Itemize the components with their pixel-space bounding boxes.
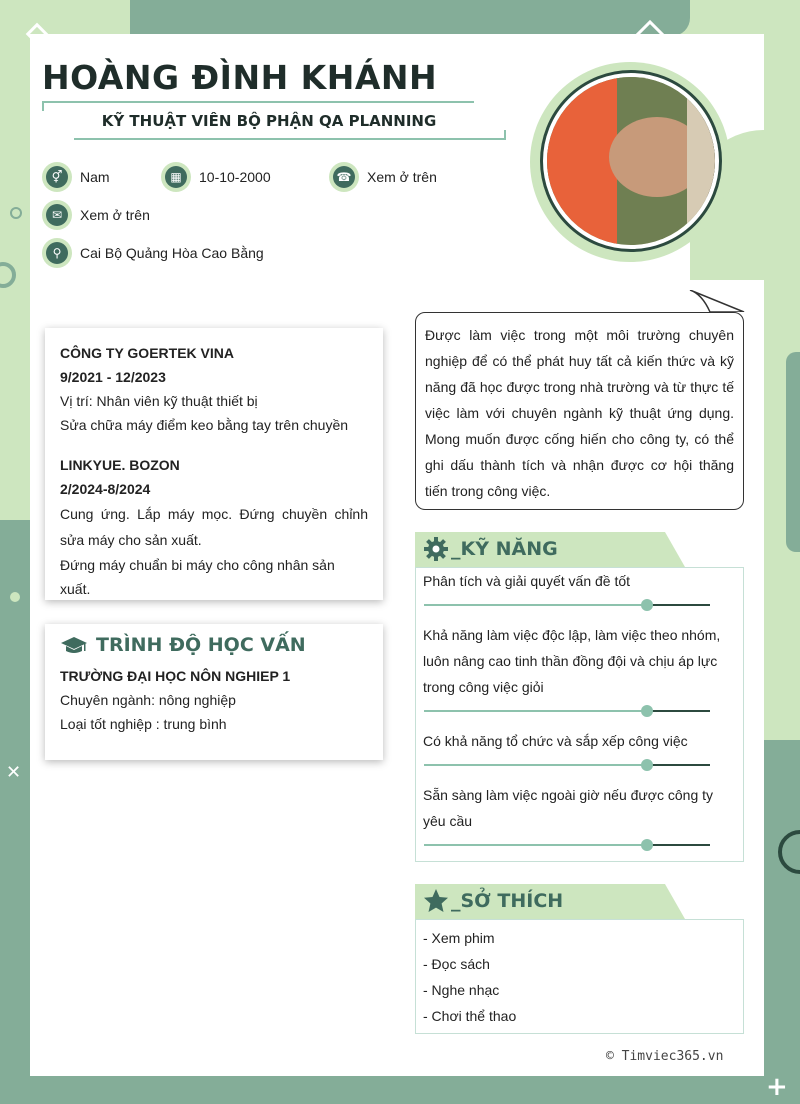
phone-value[interactable]: Xem ở trên — [367, 169, 437, 185]
hobby-item: - Đọc sách — [423, 956, 490, 972]
skill-text: Phân tích và giải quyết vấn đề tốt — [423, 573, 631, 589]
gender-icon: ⚥ — [42, 162, 72, 192]
work-detail: Vị trí: Nhân viên kỹ thuật thiết bị — [60, 393, 258, 409]
avatar — [547, 77, 715, 245]
email-icon: ✉ — [42, 200, 72, 230]
skill-text: Khả năng làm việc độc lập, làm việc theo nhóm, luôn nâng cao tinh thần đồng đội và chịu áp lực trong công việc giỏi — [423, 627, 721, 695]
company-name: LINKYUE. BOZON — [60, 457, 180, 473]
skill-bar — [424, 604, 710, 606]
divider — [504, 130, 506, 140]
info-birthday — [161, 162, 271, 192]
avatar-photo — [547, 77, 715, 245]
email-value[interactable]: Xem ở trên — [80, 207, 150, 223]
skill-bar-fill — [424, 710, 647, 712]
star-icon — [423, 888, 449, 914]
experience-card — [45, 328, 383, 600]
job-position: KỸ THUẬT VIÊN BỘ PHẬN QA PLANNING — [101, 112, 437, 130]
skill-bar-knob — [641, 705, 653, 717]
divider — [74, 138, 506, 140]
work-detail: Cung ứng. Lắp máy mọc. Đứng chuyền chỉnh sửa máy cho sản xuất. — [60, 506, 368, 548]
objective-text: Được làm việc trong một môi trường chuyên nghiệp để có thể phát huy tất cả kiến thức và kỹ năng đã học được trong nhà trường và từ thực tế việc làm với chuyên ngành kỹ thuật ứng dụng. Mong muốn được cống hiến cho công ty, có thể ghi dấu thành tích và nhận được cơ hội thăng tiến trong công việc. — [425, 327, 734, 499]
phone-icon: ☎ — [329, 162, 359, 192]
school-name: TRƯỜNG ĐẠI HỌC NÔN NGHIEP 1 — [60, 668, 291, 684]
info-email — [42, 200, 150, 230]
skill-bar-knob — [641, 759, 653, 771]
work-period: 2/2024-8/2024 — [60, 481, 151, 497]
skill-bar — [424, 764, 710, 766]
skill-bar-fill — [424, 604, 647, 606]
decor-top-band — [130, 0, 690, 36]
hobby-item: - Nghe nhạc — [423, 982, 500, 998]
work-detail: Sửa chữa máy điểm keo bằng tay trên chuyền — [60, 417, 349, 433]
footer-credit[interactable]: © Timviec365.vn — [606, 1049, 724, 1064]
work-period: 9/2021 - 12/2023 — [60, 369, 166, 385]
address-value: Cai Bộ Quảng Hòa Cao Bằng — [80, 245, 264, 261]
divider — [42, 101, 474, 103]
gear-icon — [423, 536, 449, 562]
education-heading — [60, 634, 368, 656]
info-phone — [329, 162, 437, 192]
candidate-name: HOÀNG ĐÌNH KHÁNH — [42, 58, 438, 97]
major: Chuyên ngành: nông nghiệp — [60, 692, 236, 708]
skill-bar — [424, 710, 710, 712]
info-address — [42, 238, 264, 268]
decor-bottom-band — [0, 1074, 800, 1104]
gender-value: Nam — [80, 169, 110, 185]
birthday-value: 10-10-2000 — [199, 169, 271, 185]
skill-bar-knob — [641, 839, 653, 851]
decor-cross-icon: ✕ — [6, 762, 22, 783]
decor-dot-icon — [10, 592, 20, 602]
skill-text: Có khả năng tổ chức và sắp xếp công việc — [423, 733, 688, 749]
skill-bar-fill — [424, 764, 647, 766]
skill-bar — [424, 844, 710, 846]
hobby-item: - Chơi thể thao — [423, 1008, 517, 1024]
decor-plus-icon: + — [766, 1072, 788, 1102]
graduation-cap-icon — [60, 634, 88, 656]
info-gender — [42, 162, 110, 192]
company-name: CÔNG TY GOERTEK VINA — [60, 345, 234, 361]
graduation-grade: Loại tốt nghiệp : trung bình — [60, 716, 227, 732]
hobbies-title: _SỞ THÍCH — [451, 890, 564, 912]
skills-heading — [423, 536, 558, 562]
skill-bar-fill — [424, 844, 647, 846]
skill-text: Sẵn sàng làm việc ngoài giờ nếu được công ty yêu cầu — [423, 787, 714, 829]
calendar-icon: ▦ — [161, 162, 191, 192]
decor-right-edge — [786, 352, 800, 552]
career-objective — [415, 312, 744, 510]
skill-bar-knob — [641, 599, 653, 611]
work-detail: Đứng máy chuẩn bi máy cho công nhân sản xuất. — [60, 557, 335, 597]
decor-ring-icon — [0, 262, 16, 288]
decor-ring-icon — [10, 207, 22, 219]
divider — [42, 101, 44, 111]
skills-title: _KỸ NĂNG — [451, 538, 558, 560]
hobbies-heading — [423, 888, 563, 914]
education-card — [45, 624, 383, 760]
hobby-item: - Xem phim — [423, 930, 495, 946]
location-icon: ⚲ — [42, 238, 72, 268]
education-title: TRÌNH ĐỘ HỌC VẤN — [96, 634, 306, 656]
